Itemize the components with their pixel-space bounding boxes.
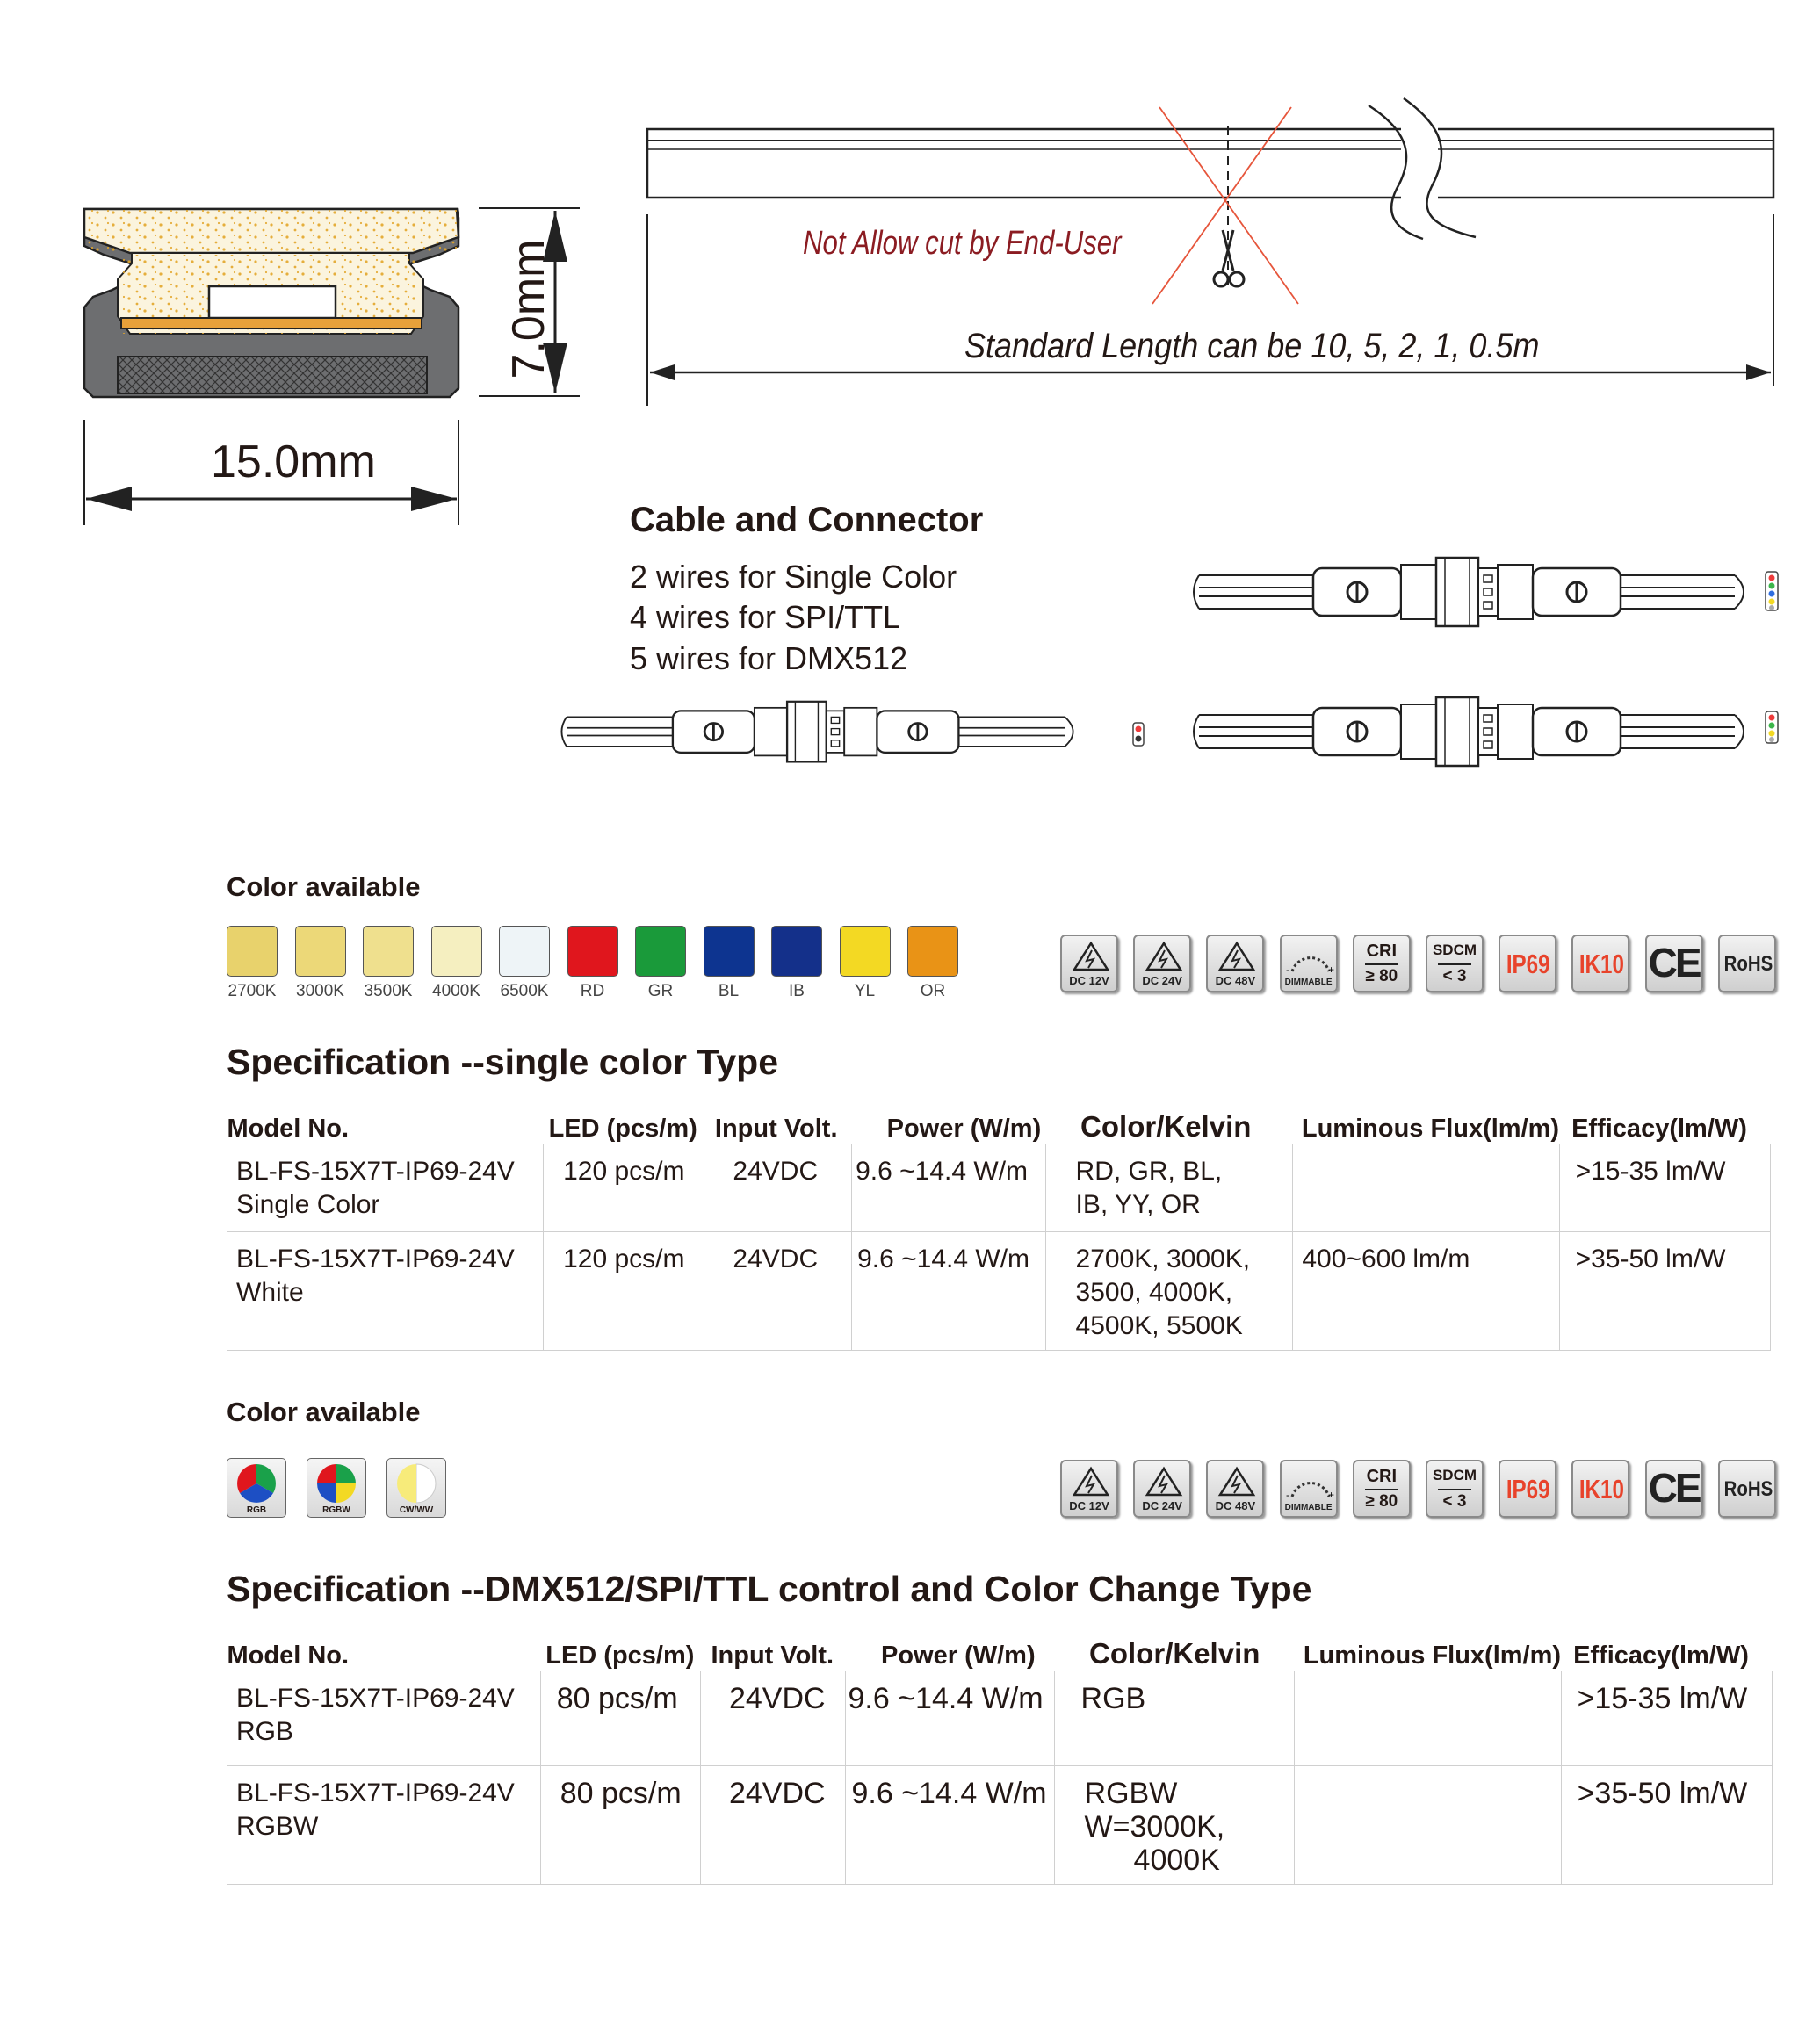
connector-drawings bbox=[0, 0, 1820, 790]
svg-text:-: - bbox=[1285, 1489, 1289, 1501]
led-cell: 80 pcs/m bbox=[540, 1766, 700, 1885]
volt-cell: 24VDC bbox=[704, 1232, 852, 1351]
dc12v-badge bbox=[1060, 935, 1118, 992]
table-row bbox=[228, 1671, 1773, 1766]
svg-text:-: - bbox=[1285, 963, 1289, 976]
color-swatch bbox=[431, 926, 482, 977]
color-cell: 2700K, 3000K, 3500, 4000K, 4500K, 5500K bbox=[1045, 1232, 1293, 1351]
badge-text: DC 12V bbox=[1069, 974, 1109, 987]
header-power: Power (W/m) bbox=[880, 1642, 1036, 1670]
cable-title: Cable and Connector bbox=[630, 501, 984, 539]
ik10-badge bbox=[1571, 1460, 1629, 1518]
wire-ends-4 bbox=[1766, 711, 1778, 743]
badge-divider bbox=[1365, 1489, 1398, 1490]
color-swatch bbox=[499, 926, 550, 977]
table-row bbox=[228, 1766, 1773, 1885]
wire-ends-5 bbox=[1766, 572, 1778, 610]
dimmable-badge bbox=[1280, 935, 1338, 992]
header-led: LED (pcs/m) bbox=[548, 1115, 697, 1143]
ce-badge bbox=[1645, 935, 1703, 992]
svg-text:+: + bbox=[1327, 963, 1334, 976]
color-swatch bbox=[295, 926, 346, 977]
badge-bottom: ≥ 80 bbox=[1365, 967, 1398, 985]
badge-divider bbox=[1438, 963, 1471, 965]
badge-text: IP69 bbox=[1506, 949, 1550, 979]
color-swatch-label: 6500K bbox=[500, 982, 549, 1000]
badge-text: DC 48V bbox=[1215, 1499, 1256, 1512]
spec1-title: Specification --single color Type bbox=[227, 1042, 779, 1082]
flux-cell: 400~600 lm/m bbox=[1293, 1232, 1559, 1351]
header-color: Color/Kelvin bbox=[1080, 1110, 1252, 1143]
table-row bbox=[228, 1144, 1771, 1232]
badge-text: DC 24V bbox=[1142, 1499, 1182, 1512]
header-model: Model No. bbox=[227, 1115, 350, 1143]
color-swatch-label: 4000K bbox=[432, 982, 480, 1000]
header-led: LED (pcs/m) bbox=[545, 1642, 695, 1670]
header-flux: Luminous Flux(lm/m) bbox=[1303, 1642, 1562, 1670]
badge-text: RoHS bbox=[1723, 952, 1773, 976]
badge-divider bbox=[1438, 1489, 1471, 1490]
header-efficacy: Efficacy(lm/W) bbox=[1571, 1115, 1747, 1143]
height-label: 7.0mm bbox=[503, 239, 554, 379]
power-cell: 9.6 ~14.4 W/m bbox=[846, 1671, 1054, 1766]
cri-badge bbox=[1353, 1460, 1411, 1518]
color-swatch-label: BL bbox=[718, 982, 740, 1000]
power-cell: 9.6 ~14.4 W/m bbox=[846, 1766, 1054, 1885]
badge-text: DC 24V bbox=[1142, 974, 1182, 987]
header-flux: Luminous Flux(lm/m) bbox=[1301, 1115, 1560, 1143]
spec1-table bbox=[227, 1096, 1771, 1351]
ip69-badge bbox=[1499, 935, 1556, 992]
volt-cell: 24VDC bbox=[704, 1144, 852, 1232]
rgb-swatch-label: RGB bbox=[246, 1505, 267, 1515]
efficacy-cell: >35-50 lm/W bbox=[1561, 1766, 1772, 1885]
color-swatch-label: 3000K bbox=[296, 982, 344, 1000]
badge-text: DC 12V bbox=[1069, 1499, 1109, 1512]
color-available-title-1: Color available bbox=[227, 871, 421, 902]
badge-text: IK10 bbox=[1579, 1474, 1625, 1505]
rohs-badge bbox=[1718, 1460, 1776, 1518]
header-volt: Input Volt. bbox=[714, 1115, 838, 1143]
color-cell: RGB bbox=[1054, 1671, 1295, 1766]
model-cell: BL-FS-15X7T-IP69-24V RGBW bbox=[228, 1766, 541, 1885]
color-available-title-2: Color available bbox=[227, 1396, 421, 1427]
color-swatch bbox=[840, 926, 891, 977]
model-cell: BL-FS-15X7T-IP69-24V Single Color bbox=[228, 1144, 544, 1232]
color-swatch bbox=[704, 926, 755, 977]
wire-ends-2 bbox=[1133, 723, 1144, 746]
badge-top: CRI bbox=[1366, 942, 1398, 961]
not-allow-cut-label: Not Allow cut by End-User bbox=[803, 225, 1122, 262]
badge-bottom: ≥ 80 bbox=[1365, 1492, 1398, 1511]
table-row bbox=[228, 1232, 1771, 1351]
badge-top: CRI bbox=[1366, 1467, 1398, 1486]
efficacy-cell: >35-50 lm/W bbox=[1559, 1232, 1770, 1351]
badge-bottom: < 3 bbox=[1442, 1492, 1467, 1511]
spec1-header-row bbox=[228, 1096, 1771, 1144]
rgb-swatch bbox=[227, 1458, 286, 1518]
flux-cell bbox=[1293, 1144, 1559, 1232]
spec2-title: Specification --DMX512/SPI/TTL control and Color Change Type bbox=[227, 1569, 1312, 1609]
color-swatch bbox=[567, 926, 618, 977]
spec2-table bbox=[227, 1623, 1773, 1885]
efficacy-cell: >15-35 lm/W bbox=[1559, 1144, 1770, 1232]
volt-cell: 24VDC bbox=[700, 1766, 846, 1885]
sdcm-badge bbox=[1426, 1460, 1484, 1518]
cwww-swatch bbox=[386, 1458, 446, 1518]
header-power: Power (W/m) bbox=[886, 1115, 1042, 1143]
power-cell: 9.6 ~14.4 W/m bbox=[852, 1232, 1045, 1351]
dc48v-badge bbox=[1206, 935, 1264, 992]
badge-top: SDCM bbox=[1432, 1467, 1477, 1483]
badge-text: CE bbox=[1648, 1465, 1700, 1511]
rgbw-swatch bbox=[307, 1458, 366, 1518]
color-swatch bbox=[635, 926, 686, 977]
power-cell: 9.6 ~14.4 W/m bbox=[852, 1144, 1045, 1232]
header-color: Color/Kelvin bbox=[1089, 1637, 1260, 1670]
cable-line-3: 5 wires for DMX512 bbox=[630, 640, 908, 676]
dc12v-badge bbox=[1060, 1460, 1118, 1518]
color-swatch bbox=[771, 926, 822, 977]
ik10-badge bbox=[1571, 935, 1629, 992]
color-cell: RD, GR, BL, IB, YY, OR bbox=[1045, 1144, 1293, 1232]
dc24v-badge bbox=[1133, 1460, 1191, 1518]
badge-text: RoHS bbox=[1723, 1477, 1773, 1501]
badge-text: IP69 bbox=[1506, 1474, 1550, 1505]
svg-text:+: + bbox=[1327, 1489, 1334, 1501]
badge-text: IK10 bbox=[1579, 949, 1625, 979]
rohs-badge bbox=[1718, 935, 1776, 992]
badge-bottom: < 3 bbox=[1442, 967, 1467, 985]
badge-divider bbox=[1365, 963, 1398, 965]
color-swatch bbox=[907, 926, 958, 977]
model-cell: BL-FS-15X7T-IP69-24V White bbox=[228, 1232, 544, 1351]
rgbw-swatch-label: RGBW bbox=[322, 1505, 350, 1515]
color-swatch-label: GR bbox=[647, 982, 674, 1000]
color-swatch-label: YL bbox=[854, 982, 876, 1000]
color-swatch bbox=[227, 926, 278, 977]
flux-cell bbox=[1295, 1766, 1561, 1885]
header-efficacy: Efficacy(lm/W) bbox=[1573, 1642, 1749, 1670]
badge-text: CE bbox=[1648, 940, 1700, 985]
badge-top: SDCM bbox=[1432, 942, 1477, 958]
cwww-swatch-label: CW/WW bbox=[399, 1505, 434, 1515]
dc48v-badge bbox=[1206, 1460, 1264, 1518]
badge-text: DC 48V bbox=[1215, 974, 1256, 987]
dc24v-badge bbox=[1133, 935, 1191, 992]
header-volt: Input Volt. bbox=[711, 1642, 834, 1670]
efficacy-cell: >15-35 lm/W bbox=[1561, 1671, 1772, 1766]
width-label: 15.0mm bbox=[211, 437, 376, 487]
color-swatch-label: 3500K bbox=[364, 982, 413, 1000]
color-cell: RGBW W=3000K, 4000K bbox=[1054, 1766, 1295, 1885]
flux-cell bbox=[1295, 1671, 1561, 1766]
volt-cell: 24VDC bbox=[700, 1671, 846, 1766]
ce-badge bbox=[1645, 1460, 1703, 1518]
dimmable-badge bbox=[1280, 1460, 1338, 1518]
badge-text: DIMMABLE bbox=[1284, 978, 1332, 987]
standard-length-label: Standard Length can be 10, 5, 2, 1, 0.5m bbox=[964, 327, 1540, 365]
led-cell: 120 pcs/m bbox=[544, 1144, 704, 1232]
led-cell: 120 pcs/m bbox=[544, 1232, 704, 1351]
header-model: Model No. bbox=[227, 1642, 350, 1670]
model-cell: BL-FS-15X7T-IP69-24V RGB bbox=[228, 1671, 541, 1766]
cable-line-2: 4 wires for SPI/TTL bbox=[630, 599, 901, 635]
badge-text: DIMMABLE bbox=[1284, 1503, 1332, 1512]
cable-line-1: 2 wires for Single Color bbox=[630, 559, 957, 595]
sdcm-badge bbox=[1426, 935, 1484, 992]
color-swatch bbox=[363, 926, 414, 977]
color-swatch-label: IB bbox=[789, 982, 805, 1000]
led-cell: 80 pcs/m bbox=[540, 1671, 700, 1766]
color-swatch-label: RD bbox=[580, 982, 605, 1000]
cri-badge bbox=[1353, 935, 1411, 992]
spec2-header-row bbox=[228, 1623, 1773, 1671]
ip69-badge bbox=[1499, 1460, 1556, 1518]
color-swatch-label: 2700K bbox=[228, 982, 277, 1000]
color-swatch-label: OR bbox=[920, 982, 946, 1000]
